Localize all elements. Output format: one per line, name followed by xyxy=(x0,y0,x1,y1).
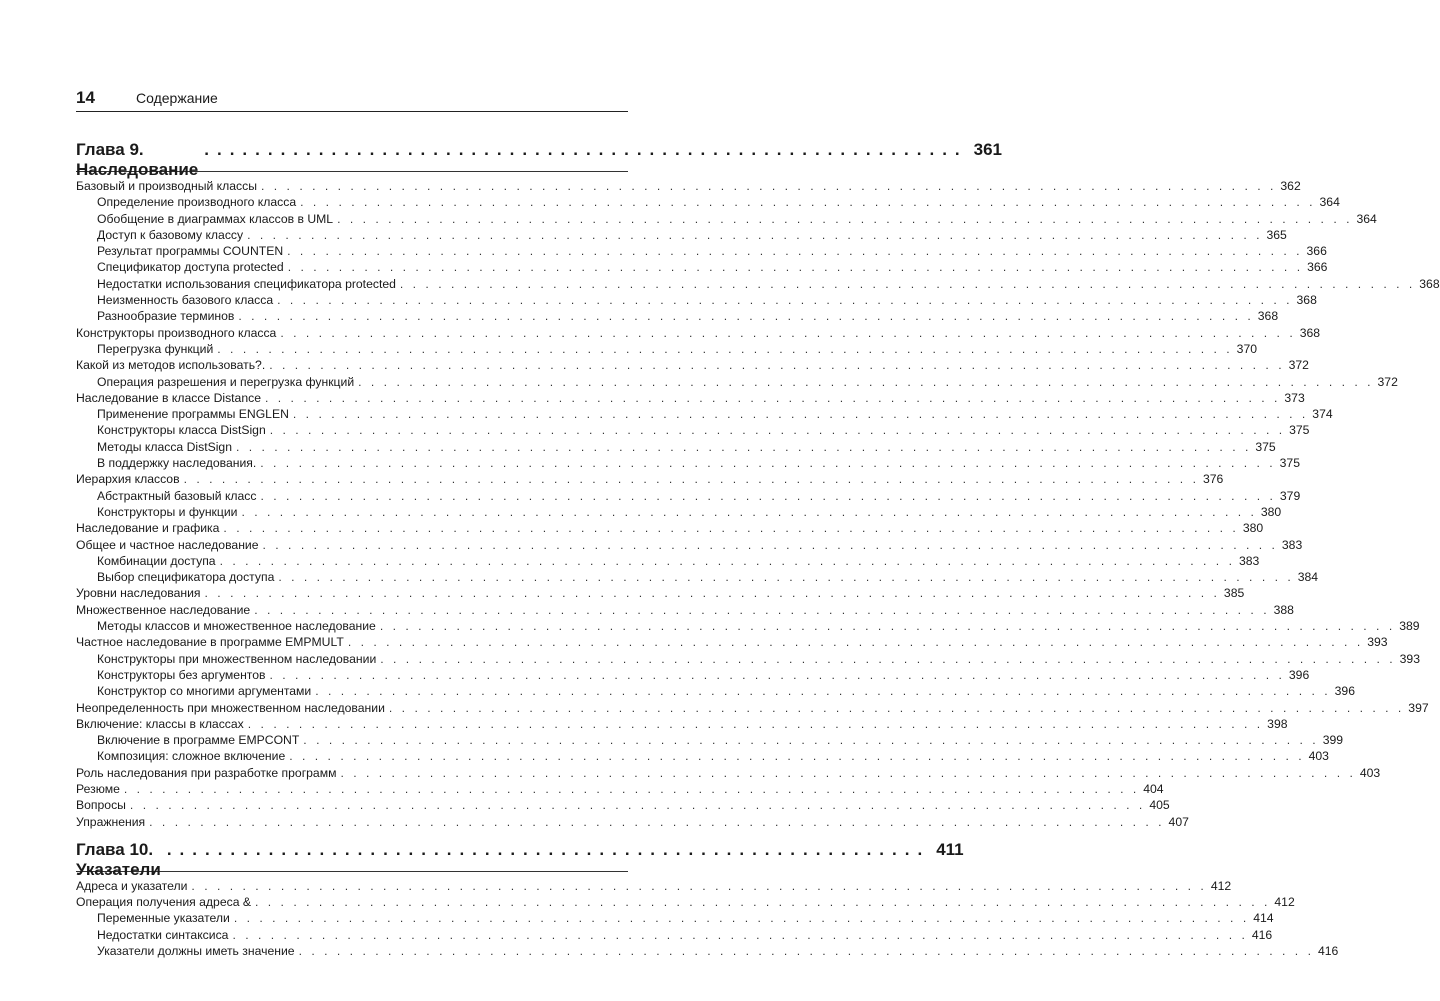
toc-subsection[interactable] xyxy=(76,943,1339,959)
entry-title: Неизменность базового класса xyxy=(97,293,274,308)
entry-title: Общее и частное наследование xyxy=(76,537,259,552)
entry-title: Наследование в классе Distance xyxy=(76,390,261,405)
dot-leader: . . . . . . . . . . . . . . . . . . . . . . . . . . . . . . . . . . . . . . . . . . . . . . . . . . . . . . . . . . . . . . . . . . . . . . . . . . . . . . . . xyxy=(269,358,1285,373)
toc-section[interactable] xyxy=(76,602,1294,618)
toc-subsection[interactable] xyxy=(76,455,1300,471)
entry-page: 368 xyxy=(1419,276,1440,291)
entry-title: Разнообразие терминов xyxy=(97,309,235,324)
toc-subsection[interactable] xyxy=(76,732,1344,748)
toc-subsection[interactable] xyxy=(76,488,1301,504)
entry-page: 412 xyxy=(1274,895,1295,910)
entry-page: 380 xyxy=(1242,521,1264,536)
entry-page: 368 xyxy=(1296,293,1317,308)
dot-leader: . . . . . . . . . . . . . . . . . . . . . . . . . . . . . . . . . . . . . . . . . . . . . . . . . . . . . . . . . . . . . . . . . . . . . . . . . . . . . . . . xyxy=(379,619,1396,634)
entry-page: 375 xyxy=(1289,423,1310,438)
toc-section[interactable] xyxy=(76,520,1264,536)
entry-title: В поддержку наследования. xyxy=(97,456,257,471)
toc-subsection[interactable] xyxy=(76,504,1282,520)
entry-title: Включение в программе EMPCONT xyxy=(97,733,300,748)
entry-page: 372 xyxy=(1288,358,1309,373)
dot-leader: . . . . . . . . . . . . . . . . . . . . . . . . . . . . . . . . . . . . . . . . . . . . . . . . . . . . . . . . . . . . . . . . . . . . . . . . . . . . . . . . xyxy=(223,521,1239,536)
entry-title: Недостатки использования спецификатора protected xyxy=(97,276,396,291)
dot-leader: ............................................................ xyxy=(204,140,968,159)
toc-subsection[interactable] xyxy=(76,276,1440,292)
dot-leader: . . . . . . . . . . . . . . . . . . . . . . . . . . . . . . . . . . . . . . . . . . . . . . . . . . . . . . . . . . . . . . . . . . . . . . . . . . . . . . . . xyxy=(254,602,1270,617)
toc-subsection[interactable] xyxy=(76,422,1310,438)
entry-title: Абстрактный базовый класс xyxy=(97,488,257,503)
entry-page: 368 xyxy=(1299,325,1321,340)
entry-page: 416 xyxy=(1251,927,1273,942)
toc-subsection[interactable] xyxy=(76,910,1274,926)
entry-page: 405 xyxy=(1149,798,1170,813)
page-number: 14 xyxy=(76,88,95,107)
toc-section[interactable] xyxy=(76,634,1388,650)
toc-section[interactable] xyxy=(76,878,1232,894)
toc-section[interactable] xyxy=(76,178,1301,194)
toc-section[interactable] xyxy=(76,325,1321,341)
dot-leader: . . . . . . . . . . . . . . . . . . . . . . . . . . . . . . . . . . . . . . . . . . . . . . . . . . . . . . . . . . . . . . . . . . . . . . . . . . . . . . . . xyxy=(233,911,1250,926)
dot-leader: . . . . . . . . . . . . . . . . . . . . . . . . . . . . . . . . . . . . . . . . . . . . . . . . . . . . . . . . . . . . . . . . . . . . . . . . . . . . . . . . xyxy=(247,716,1264,731)
entry-page: 412 xyxy=(1210,878,1232,893)
entry-title: Композиция: сложное включение xyxy=(97,749,286,764)
toc-subsection[interactable] xyxy=(76,553,1260,569)
entry-title: Обобщение в диаграммах классов в UML xyxy=(97,211,334,226)
entry-title: Спецификатор доступа protected xyxy=(97,260,284,275)
entry-page: 388 xyxy=(1273,602,1294,617)
entry-page: 366 xyxy=(1306,244,1327,259)
entry-page: 385 xyxy=(1223,586,1245,601)
entry-title: Частное наследование в программе EMPMULT xyxy=(76,635,344,650)
entry-page: 389 xyxy=(1399,619,1420,634)
entry-page: 407 xyxy=(1168,814,1189,829)
entry-title: Указатели должны иметь значение xyxy=(97,944,295,959)
entry-page: 393 xyxy=(1367,635,1388,650)
entry-page: 396 xyxy=(1288,667,1310,682)
entry-page: 372 xyxy=(1377,374,1398,389)
chapter-heading[interactable] xyxy=(76,140,1003,179)
toc-subsection[interactable] xyxy=(76,618,1420,634)
entry-title: Операция получения адреса & xyxy=(76,895,251,910)
chapter-page: 411 xyxy=(936,839,964,859)
entry-page: 393 xyxy=(1399,651,1420,666)
toc-section[interactable] xyxy=(76,797,1170,813)
entry-title: Недостатки синтаксиса xyxy=(97,927,229,942)
entry-title: Наследование и графика xyxy=(76,521,220,536)
entry-page: 376 xyxy=(1202,472,1224,487)
entry-page: 365 xyxy=(1266,227,1287,242)
entry-title: Базовый и производный классы xyxy=(76,179,257,193)
dot-leader: . . . . . . . . . . . . . . . . . . . . . . . . . . . . . . . . . . . . . . . . . . . . . . . . . . . . . . . . . . . . . . . . . . . . . . . . . . . . . . . . xyxy=(235,439,1252,454)
entry-page: 374 xyxy=(1312,407,1333,422)
dot-leader: . . . . . . . . . . . . . . . . . . . . . . . . . . . . . . . . . . . . . . . . . . . . . . . . . . . . . . . . . . . . . . . . . . . . . . . . . . . . . . . . xyxy=(238,309,1254,324)
dot-leader: . . . . . . . . . . . . . . . . . . . . . . . . . . . . . . . . . . . . . . . . . . . . . . . . . . . . . . . . . . . . . . . . . . . . . . . . . . . . . . . . xyxy=(204,586,1220,601)
dot-leader: . . . . . . . . . . . . . . . . . . . . . . . . . . . . . . . . . . . . . . . . . . . . . . . . . . . . . . . . . . . . . . . . . . . . . . . . . . . . . . . . xyxy=(219,553,1235,568)
toc-section[interactable] xyxy=(76,781,1164,797)
entry-title: Конструкторы и функции xyxy=(97,504,238,519)
toc-section[interactable] xyxy=(76,716,1288,732)
entry-title: Адреса и указатели xyxy=(76,878,188,893)
dot-leader: . . . . . . . . . . . . . . . . . . . . . . . . . . . . . . . . . . . . . . . . . . . . . . . . . . . . . . . . . . . . . . . . . . . . . . . . . . . . . . . . xyxy=(358,374,1374,389)
entry-title: Вопросы xyxy=(76,798,126,813)
entry-page: 398 xyxy=(1267,716,1288,731)
dot-leader: . . . . . . . . . . . . . . . . . . . . . . . . . . . . . . . . . . . . . . . . . . . . . . . . . . . . . . . . . . . . . . . . . . . . . . . . . . . . . . . . xyxy=(261,179,1277,193)
entry-page: 397 xyxy=(1408,700,1429,715)
entry-title: Применение программы ENGLEN xyxy=(97,407,289,422)
toc-subsection[interactable] xyxy=(76,227,1287,243)
entry-title: Включение: классы в классах xyxy=(76,716,244,731)
toc-subsection[interactable] xyxy=(76,651,1420,667)
entry-title: Какой из методов использовать?. xyxy=(76,358,266,373)
dot-leader: . . . . . . . . . . . . . . . . . . . . . . . . . . . . . . . . . . . . . . . . . . . . . . . . . . . . . . . . . . . . . . . . . . . . . . . . . . . . . . . . xyxy=(298,944,1314,959)
dot-leader: . . . . . . . . . . . . . . . . . . . . . . . . . . . . . . . . . . . . . . . . . . . . . . . . . . . . . . . . . . . . . . . . . . . . . . . . . . . . . . . . xyxy=(280,325,1296,340)
entry-title: Перегрузка функций xyxy=(97,341,214,356)
entry-title: Выбор спецификатора доступа xyxy=(97,570,275,585)
entry-page: 380 xyxy=(1260,504,1282,519)
running-title: Содержание xyxy=(136,90,218,106)
entry-page: 399 xyxy=(1322,733,1344,748)
entry-page: 403 xyxy=(1359,765,1381,780)
dot-leader: . . . . . . . . . . . . . . . . . . . . . . . . . . . . . . . . . . . . . . . . . . . . . . . . . . . . . . . . . . . . . . . . . . . . . . . . . . . . . . . . xyxy=(337,211,1353,226)
chapter-page: 361 xyxy=(973,140,1003,159)
entry-page: 368 xyxy=(1257,309,1279,324)
entry-title: Резюме xyxy=(76,781,120,796)
dot-leader: . . . . . . . . . . . . . . . . . . . . . . . . . . . . . . . . . . . . . . . . . . . . . . . . . . . . . . . . . . . . . . . . . . . . . . . . . . . . . . . . xyxy=(123,781,1140,796)
toc-subsection[interactable] xyxy=(76,243,1327,259)
dot-leader: . . . . . . . . . . . . . . . . . . . . . . . . . . . . . . . . . . . . . . . . . . . . . . . . . . . . . . . . . . . . . . . . . . . . . . . . . . . . . . . . xyxy=(183,472,1199,487)
toc-subsection[interactable] xyxy=(76,683,1355,699)
dot-leader: . . . . . . . . . . . . . . . . . . . . . . . . . . . . . . . . . . . . . . . . . . . . . . . . . . . . . . . . . . . . . . . . . . . . . . . . . . . . . . . . xyxy=(303,733,1319,748)
entry-title: Конструкторы производного класса xyxy=(76,325,277,340)
entry-page: 403 xyxy=(1308,749,1329,764)
entry-title: Роль наследования при разработке программ xyxy=(76,765,337,780)
entry-page: 373 xyxy=(1284,390,1305,405)
toc-subsection[interactable] xyxy=(76,748,1329,764)
toc-section[interactable] xyxy=(76,894,1295,910)
toc-section[interactable] xyxy=(76,537,1303,553)
toc-subsection[interactable] xyxy=(76,341,1258,357)
entry-title: Неопределенность при множественном наследовании xyxy=(76,700,385,715)
dot-leader: . . . . . . . . . . . . . . . . . . . . . . . . . . . . . . . . . . . . . . . . . . . . . . . . . . . . . . . . . . . . . . . . . . . . . . . . . . . . . . . . xyxy=(241,504,1257,519)
entry-title: Конструкторы без аргументов xyxy=(97,667,266,682)
toc-section[interactable] xyxy=(76,814,1189,830)
entry-page: 364 xyxy=(1356,211,1377,226)
entry-page: 396 xyxy=(1334,684,1355,699)
entry-title: Комбинации доступа xyxy=(97,553,216,568)
toc-subsection[interactable] xyxy=(76,194,1340,210)
dot-leader: . . . . . . . . . . . . . . . . . . . . . . . . . . . . . . . . . . . . . . . . . . . . . . . . . . . . . . . . . . . . . . . . . . . . . . . . . . . . . . . . xyxy=(300,195,1316,210)
page-header xyxy=(76,88,628,108)
entry-title: Методы класса DistSign xyxy=(97,439,232,454)
chapter-title: Глава 10. Указатели xyxy=(76,839,161,879)
dot-leader: . . . . . . . . . . . . . . . . . . . . . . . . . . . . . . . . . . . . . . . . . . . . . . . . . . . . . . . . . . . . . . . . . . . . . . . . . . . . . . . . xyxy=(287,244,1303,259)
dot-leader: . . . . . . . . . . . . . . . . . . . . . . . . . . . . . . . . . . . . . . . . . . . . . . . . . . . . . . . . . . . . . . . . . . . . . . . . . . . . . . . . xyxy=(277,293,1293,308)
dot-leader: . . . . . . . . . . . . . . . . . . . . . . . . . . . . . . . . . . . . . . . . . . . . . . . . . . . . . . . . . . . . . . . . . . . . . . . . . . . . . . . . xyxy=(347,635,1364,650)
table-of-contents xyxy=(76,140,1440,959)
toc-section[interactable] xyxy=(76,357,1309,373)
toc-section[interactable] xyxy=(76,700,1429,716)
dot-leader: . . . . . . . . . . . . . . . . . . . . . . . . . . . . . . . . . . . . . . . . . . . . . . . . . . . . . . . . . . . . . . . . . . . . . . . . . . . . . . . . xyxy=(380,651,1396,666)
entry-page: 416 xyxy=(1317,944,1339,959)
toc-subsection[interactable] xyxy=(76,927,1273,943)
toc-subsection[interactable] xyxy=(76,259,1328,275)
dot-leader: . . . . . . . . . . . . . . . . . . . . . . . . . . . . . . . . . . . . . . . . . . . . . . . . . . . . . . . . . . . . . . . . . . . . . . . . . . . . . . . . xyxy=(388,700,1405,715)
dot-leader: . . . . . . . . . . . . . . . . . . . . . . . . . . . . . . . . . . . . . . . . . . . . . . . . . . . . . . . . . . . . . . . . . . . . . . . . . . . . . . . . xyxy=(217,341,1233,356)
toc-subsection[interactable] xyxy=(76,667,1310,683)
entry-page: 383 xyxy=(1238,553,1260,568)
chapter-title: Глава 9. Наследование xyxy=(76,140,199,179)
toc-subsection[interactable] xyxy=(76,292,1317,308)
dot-leader: . . . . . . . . . . . . . . . . . . . . . . . . . . . . . . . . . . . . . . . . . . . . . . . . . . . . . . . . . . . . . . . . . . . . . . . . . . . . . . . . xyxy=(247,227,1263,242)
entry-title: Результат программы COUNTEN xyxy=(97,244,284,259)
dot-leader: . . . . . . . . . . . . . . . . . . . . . . . . . . . . . . . . . . . . . . . . . . . . . . . . . . . . . . . . . . . . . . . . . . . . . . . . . . . . . . . . xyxy=(232,927,1248,942)
entry-page: 362 xyxy=(1280,179,1301,193)
dot-leader: . . . . . . . . . . . . . . . . . . . . . . . . . . . . . . . . . . . . . . . . . . . . . . . . . . . . . . . . . . . . . . . . . . . . . . . . . . . . . . . . xyxy=(265,390,1281,405)
entry-page: 375 xyxy=(1279,456,1300,471)
entry-title: Переменные указатели xyxy=(97,911,230,926)
entry-page: 404 xyxy=(1143,781,1164,796)
entry-page: 384 xyxy=(1297,570,1319,585)
entry-title: Конструкторы при множественном наследовании xyxy=(97,651,377,666)
entry-title: Иерархия классов xyxy=(76,472,180,487)
entry-page: 366 xyxy=(1307,260,1328,275)
toc-section[interactable] xyxy=(76,585,1245,601)
dot-leader: . . . . . . . . . . . . . . . . . . . . . . . . . . . . . . . . . . . . . . . . . . . . . . . . . . . . . . . . . . . . . . . . . . . . . . . . . . . . . . . . xyxy=(129,798,1146,813)
dot-leader: . . . . . . . . . . . . . . . . . . . . . . . . . . . . . . . . . . . . . . . . . . . . . . . . . . . . . . . . . . . . . . . . . . . . . . . . . . . . . . . . xyxy=(260,456,1276,471)
dot-leader: . . . . . . . . . . . . . . . . . . . . . . . . . . . . . . . . . . . . . . . . . . . . . . . . . . . . . . . . . . . . . . . . . . . . . . . . . . . . . . . . xyxy=(149,814,1165,829)
entry-title: Конструкторы класса DistSign xyxy=(97,423,266,438)
entry-page: 414 xyxy=(1253,911,1274,926)
dot-leader: . . . . . . . . . . . . . . . . . . . . . . . . . . . . . . . . . . . . . . . . . . . . . . . . . . . . . . . . . . . . . . . . . . . . . . . . . . . . . . . . xyxy=(191,878,1207,893)
entry-page: 379 xyxy=(1279,488,1301,503)
dot-leader: . . . . . . . . . . . . . . . . . . . . . . . . . . . . . . . . . . . . . . . . . . . . . . . . . . . . . . . . . . . . . . . . . . . . . . . . . . . . . . . . xyxy=(260,488,1276,503)
dot-leader: . . . . . . . . . . . . . . . . . . . . . . . . . . . . . . . . . . . . . . . . . . . . . . . . . . . . . . . . . . . . . . . . . . . . . . . . . . . . . . . . xyxy=(262,537,1278,552)
toc-subsection[interactable] xyxy=(76,439,1276,455)
entry-title: Уровни наследования xyxy=(76,586,201,601)
entry-page: 383 xyxy=(1281,537,1303,552)
dot-leader: . . . . . . . . . . . . . . . . . . . . . . . . . . . . . . . . . . . . . . . . . . . . . . . . . . . . . . . . . . . . . . . . . . . . . . . . . . . . . . . . xyxy=(269,667,1285,682)
entry-page: 375 xyxy=(1255,439,1276,454)
toc-section[interactable] xyxy=(76,765,1381,781)
toc-subsection[interactable] xyxy=(76,569,1319,585)
toc-section[interactable] xyxy=(76,390,1305,406)
dot-leader: . . . . . . . . . . . . . . . . . . . . . . . . . . . . . . . . . . . . . . . . . . . . . . . . . . . . . . . . . . . . . . . . . . . . . . . . . . . . . . . . xyxy=(255,895,1271,910)
entry-title: Доступ к базовому классу xyxy=(97,227,244,242)
dot-leader: . . . . . . . . . . . . . . . . . . . . . . . . . . . . . . . . . . . . . . . . . . . . . . . . . . . . . . . . . . . . . . . . . . . . . . . . . . . . . . . . xyxy=(289,749,1305,764)
toc-section[interactable] xyxy=(76,471,1224,487)
chapter-heading[interactable] xyxy=(76,839,964,879)
entry-title: Множественное наследование xyxy=(76,602,251,617)
dot-leader: . . . . . . . . . . . . . . . . . . . . . . . . . . . . . . . . . . . . . . . . . . . . . . . . . . . . . . . . . . . . . . . . . . . . . . . . . . . . . . . . xyxy=(287,260,1304,275)
toc-subsection[interactable] xyxy=(76,308,1279,324)
dot-leader: . . . . . . . . . . . . . . . . . . . . . . . . . . . . . . . . . . . . . . . . . . . . . . . . . . . . . . . . . . . . . . . . . . . . . . . . . . . . . . . . xyxy=(269,423,1286,438)
dot-leader: . . . . . . . . . . . . . . . . . . . . . . . . . . . . . . . . . . . . . . . . . . . . . . . . . . . . . . . . . . . . . . . . . . . . . . . . . . . . . . . . xyxy=(315,684,1331,699)
toc-subsection[interactable] xyxy=(76,211,1377,227)
dot-leader: . . . . . . . . . . . . . . . . . . . . . . . . . . . . . . . . . . . . . . . . . . . . . . . . . . . . . . . . . . . . . . . . . . . . . . . . . . . . . . . . xyxy=(340,765,1356,780)
entry-page: 370 xyxy=(1236,341,1258,356)
entry-title: Определение производного класса xyxy=(97,195,297,210)
chapter-gap xyxy=(76,830,628,840)
toc-subsection[interactable] xyxy=(76,406,1333,422)
entry-page: 364 xyxy=(1319,195,1340,210)
entry-title: Конструктор со многими аргументами xyxy=(97,684,312,699)
dot-leader: ............................................................ xyxy=(166,839,931,859)
toc-subsection[interactable] xyxy=(76,374,1398,390)
dot-leader: . . . . . . . . . . . . . . . . . . . . . . . . . . . . . . . . . . . . . . . . . . . . . . . . . . . . . . . . . . . . . . . . . . . . . . . . . . . . . . . . xyxy=(399,276,1416,291)
dot-leader: . . . . . . . . . . . . . . . . . . . . . . . . . . . . . . . . . . . . . . . . . . . . . . . . . . . . . . . . . . . . . . . . . . . . . . . . . . . . . . . . xyxy=(292,407,1309,422)
entry-title: Методы классов и множественное наследование xyxy=(97,619,376,634)
header-rule xyxy=(76,111,628,112)
entry-title: Упражнения xyxy=(76,814,146,829)
entry-title: Операция разрешения и перегрузка функций xyxy=(97,374,355,389)
dot-leader: . . . . . . . . . . . . . . . . . . . . . . . . . . . . . . . . . . . . . . . . . . . . . . . . . . . . . . . . . . . . . . . . . . . . . . . . . . . . . . . . xyxy=(278,570,1294,585)
